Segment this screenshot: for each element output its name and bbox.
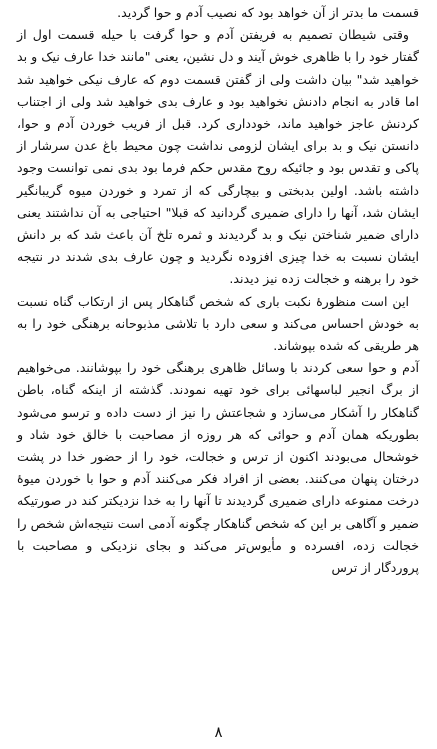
body-text [17, 2, 419, 579]
paragraph-adam-eve-covering: آدم و حوا سعی کردند با وسائل ظاهری برهنگی خود را بپوشانند. می‌خواهیم از برگ انجیر لباسهائی برای خود تهیه نمودند. گذشته از اینکه گناه، باطن گناهکار را آشکار می‌سازد و شجاعتش را نیز از دست داده و ترسو می‌شود بطوریکه همان آدم و حوائی که هر روزه از مصاحبت با خالق خود شاد و خوشحال می‌بودند اکنون از ترس و خجالت، خود را از حضور خدا در پشت درختان پنهان می‌کنند. بعضی از افراد فکر می‌کنند آدم و حوا با خوردن میوهٔ درخت ممنوعه دارای ضمیری گردیدند تا آنها را به خدا نزدیکتر کند در صورتیکه ضمیر و آگاهی بر این که شخص گناهکار چگونه آدمی است نتیجه‌اش شخص را خجالت زده، افسرده و مأیوس‌تر می‌کند و بجای نزدیکی و مصاحبت با پروردگار از ترس [17, 360, 419, 576]
paragraph-continuation: قسمت ما بدتر از آن خواهد بود که نصیب آدم و حوا گردید. [117, 5, 419, 20]
paragraph-sinner-state: این است منظورهٔ نکبت باری که شخص گناهکار پس از ارتکاب گناه نسبت به خودش احساس می‌کند و سعی دارد با تلاشی مذبوحانه برهنگی خود را به هر طریقی که شده بپوشاند. [17, 293, 419, 354]
paragraph-satan-deception: وقتی شیطان تصمیم به فریفتن آدم و حوا گرفت با حیله قسمت اول از گفتار خود را با ظاهری خوش آیند و دل نشین، یعنی "مانند خدا عارف نیک و بد خواهید شد" بیان داشت ولی از گفتن قسمت دوم که عارف نیکی خواهید شد اما قادر به انجام دادنش نخواهید بود و عارف بدی خواهید شد ولی از اجتناب کردنش عاجز خواهید ماند، خودداری کرد. قبل از فریب خوردن آدم و حوا، دانستن نیک و بد برای ایشان لزومی نداشت چون محیط باغ عدن سرشار از پاکی و تقدس بود و جائیکه روح مقدس حکم فرما بود بدی نمی توانست وجود داشته باشد. اولین بدبختی و بیچارگی که از تمرد و خوردن میوه گریبانگیر ایشان شد، آنها را دارای ضمیری گردانید که قبلا" احتیاجی به آن نداشتند یعنی دارای ضمیر شناختن نیک و بد گردیدند و ثمره تلخ آن باعث شد که بر دانش ایشان نسبت به خدا چیزی افزوده نگردید و چون عارف بدی شدند در نتیجه خود را برهنه و خجالت زده نیز دیدند. [17, 27, 419, 287]
page-number: ۸ [214, 723, 223, 741]
